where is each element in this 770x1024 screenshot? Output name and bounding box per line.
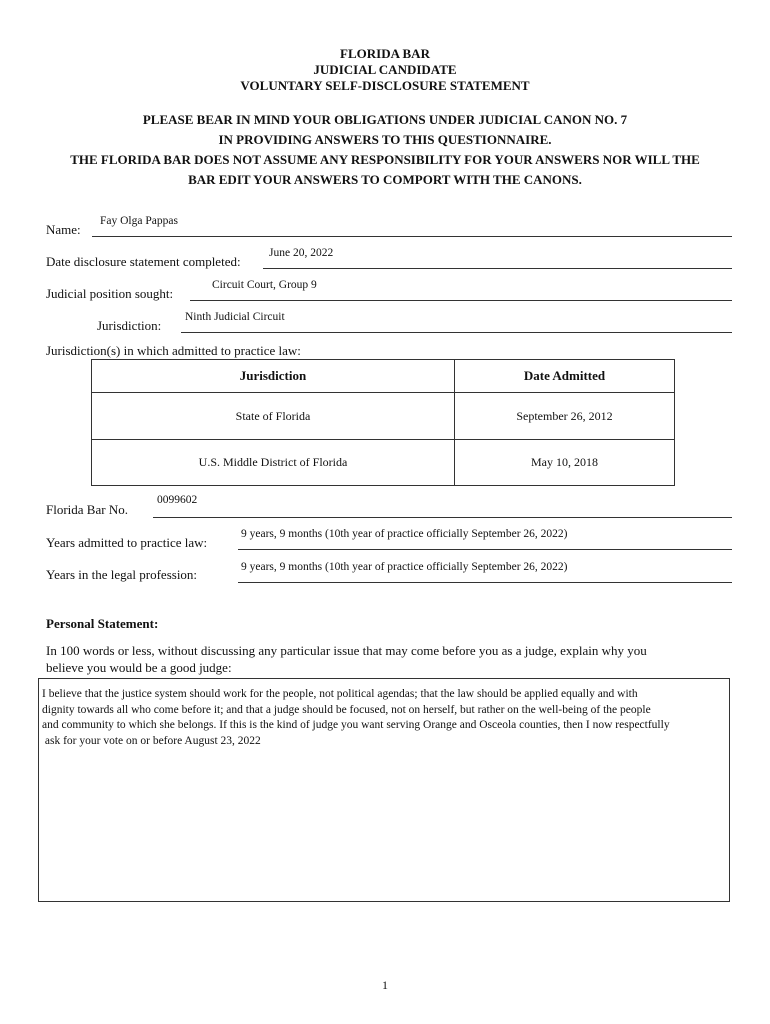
years-profession-label: Years in the legal profession: (46, 567, 198, 582)
admitted-jurisdictions-label: Jurisdiction(s) in which admitted to practice law: (46, 343, 301, 358)
bar-number-value: 0099602 (157, 494, 198, 506)
answer-line-1: I believe that the justice system should work for the people, not political agendas; that the law should be applied equally and with (42, 688, 638, 700)
answer-line-4: ask for your vote on or before August 23, 2022 (42, 734, 261, 747)
years-admitted-value: 9 years, 9 months (10th year of practice officially September 26, 2022) (241, 528, 568, 540)
table-cell-jurisdiction: U.S. Middle District of Florida (92, 440, 455, 486)
table-header-row (92, 360, 675, 393)
page-number: 1 (382, 978, 388, 992)
warning-line-1: PLEASE BEAR IN MIND YOUR OBLIGATIONS UNDER JUDICIAL CANON NO. 7 (142, 112, 628, 127)
position-underline (190, 300, 732, 301)
years-admitted-underline (238, 549, 732, 550)
bar-number-underline (153, 517, 732, 518)
name-label: Name: (46, 222, 81, 237)
table-cell-jurisdiction: State of Florida (92, 393, 455, 440)
table-row (92, 393, 675, 440)
years-profession-value: 9 years, 9 months (10th year of practice officially September 26, 2022) (241, 561, 568, 573)
jurisdiction-label: Jurisdiction: (97, 318, 162, 333)
date-underline (263, 268, 732, 269)
warning-line-4: BAR EDIT YOUR ANSWERS TO COMPORT WITH THE CANONS. (188, 172, 582, 187)
table-row (92, 440, 675, 486)
position-value: Circuit Court, Group 9 (212, 279, 317, 291)
jurisdictions-table (91, 359, 675, 486)
header-line-3: VOLUNTARY SELF-DISCLOSURE STATEMENT (240, 78, 530, 93)
jurisdiction-underline (181, 332, 732, 333)
warning-line-3: THE FLORIDA BAR DOES NOT ASSUME ANY RESPONSIBILITY FOR YOUR ANSWERS NOR WILL THE (70, 152, 700, 167)
date-label: Date disclosure statement completed: (46, 254, 241, 269)
date-value: June 20, 2022 (269, 247, 334, 259)
name-underline (92, 236, 732, 237)
header-line-2: JUDICIAL CANDIDATE (313, 62, 457, 77)
personal-statement-answer-box (38, 678, 730, 902)
answer-line-3: and community to which she belongs. If this is the kind of judge you want serving Orange and Osceola counties, then I now respectfully (42, 719, 670, 731)
position-label: Judicial position sought: (46, 286, 174, 301)
personal-statement-heading: Personal Statement: (46, 616, 159, 631)
column-header-jurisdiction: Jurisdiction (92, 360, 455, 393)
warning-line-2: IN PROVIDING ANSWERS TO THIS QUESTIONNAIRE. (218, 132, 552, 147)
years-admitted-label: Years admitted to practice law: (46, 535, 208, 550)
table-cell-date-admitted: May 10, 2018 (455, 440, 675, 486)
table-cell-date-admitted: September 26, 2012 (455, 393, 675, 440)
bar-number-label: Florida Bar No. (46, 502, 128, 517)
answer-line-2: dignity towards all who come before it; and that a judge should be focused, not on herself, but rather on the well-being of the people (42, 703, 651, 716)
column-header-date-admitted: Date Admitted (455, 360, 675, 393)
name-value: Fay Olga Pappas (100, 215, 178, 227)
header-line-1: FLORIDA BAR (340, 46, 430, 61)
personal-statement-prompt-line-2: believe you would be a good judge: (46, 660, 232, 675)
personal-statement-prompt-line-1: In 100 words or less, without discussing any particular issue that may come before you as a judge, explain why you (46, 643, 647, 658)
years-profession-underline (238, 582, 732, 583)
jurisdiction-value: Ninth Judicial Circuit (185, 311, 285, 323)
